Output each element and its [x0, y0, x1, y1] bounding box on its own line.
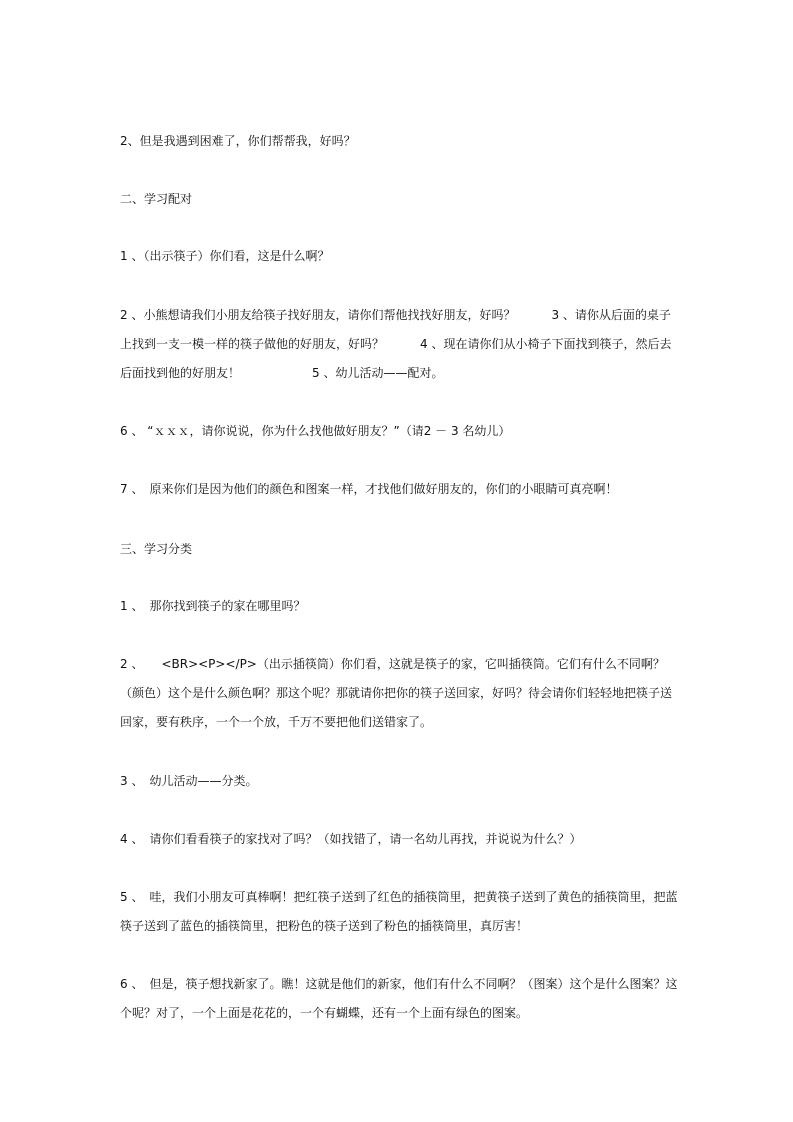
matching-step-1: 1 、（出示筷子）你们看，这是什么啊？ [120, 249, 330, 263]
section-heading-matching: 二、学习配对 [120, 192, 193, 206]
sorting-step-1: 1 、 那你找到筷子的家在哪里吗？ [120, 599, 306, 613]
matching-step-6: 6 、 “ｘｘｘ，请你说说，你为什么找他做好朋友？”（请2 － 3 名幼儿） [120, 424, 511, 438]
matching-step-7: 7 、 原来你们是因为他们的颜色和图案一样，才找他们做好朋友的，你们的小眼睛可真亮啊！ [120, 482, 618, 496]
sorting-step-3: 3 、 幼儿活动——分类。 [120, 774, 258, 788]
sorting-step-5: 5 、 哇，我们小朋友可真棒啊！把红筷子送到了红色的插筷筒里，把黄筷子送到了黄色的插筷筒里，把蓝筷子送到了蓝色的插筷筒里，把粉色的筷子送到了粉色的插筷筒里，真厉害！ [120, 890, 678, 933]
sorting-step-6: 6 、 但是，筷子想找新家了。瞧！这就是他们的新家，他们有什么不同啊？（图案）这个是什么图案？这个呢？对了，一个上面是花花的，一个有蝴蝶，还有一个上面有绿色的图案。 [120, 977, 678, 1020]
section-heading-sorting: 三、学习分类 [120, 542, 193, 556]
sorting-step-2: 2 、 <BR><P></P>（出示插筷筒）你们看，这就是筷子的家，它叫插筷筒。它们有什么不同啊？（颜色）这个是什么颜色啊？那这个呢？那就请你把你的筷子送回家，好吗？待会请你们轻轻地把筷子送回家，要有秩序，一个一个放，千万不要把他们送错家了。 [120, 657, 673, 729]
paragraph-2-difficulty: 2、但是我遇到困难了，你们帮帮我，好吗？ [120, 134, 356, 148]
sorting-step-4: 4 、 请你们看看筷子的家找对了吗？（如找错了，请一名幼儿再找，并说说为什么？） [120, 832, 582, 846]
matching-steps-2-5: 2 、小熊想请我们小朋友给筷子找好朋友，请你们帮他找找好朋友，好吗？ 3 、请你从后面的桌子上找到一支一模一样的筷子做他的好朋友，好吗？ 4 、现在请你们从小椅子下面找到筷子，然后去后面找到他的好朋友！ 5 、幼儿活动——配对。 [120, 308, 672, 380]
